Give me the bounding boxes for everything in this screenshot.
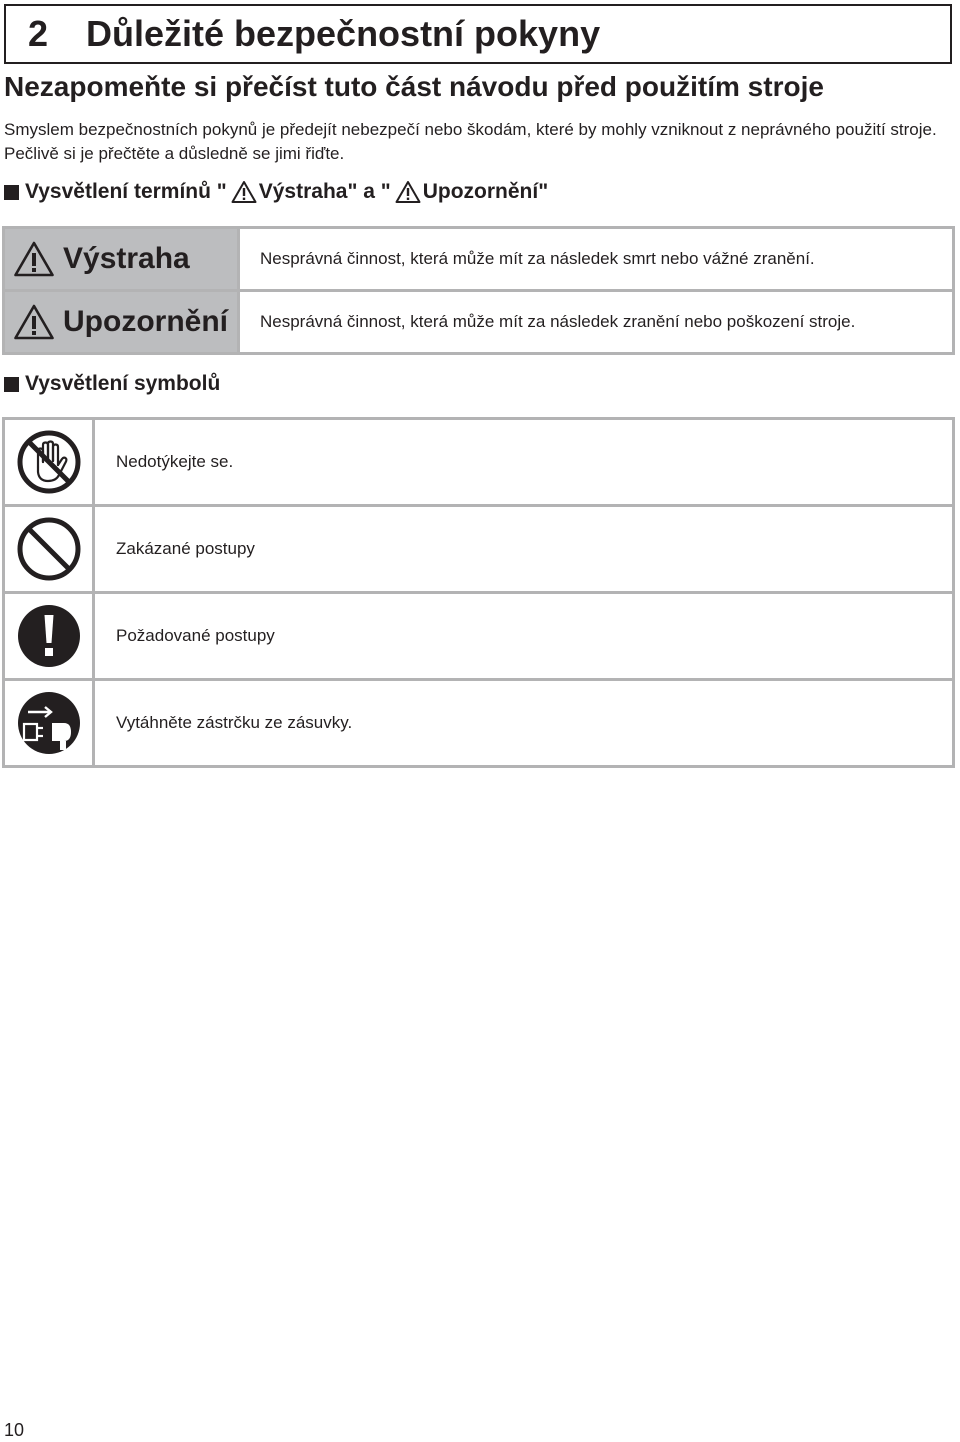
mandatory-exclamation-icon: [16, 603, 82, 669]
symbol-desc: Vytáhněte zástrčku ze zásuvky.: [94, 680, 954, 767]
symbols-section-heading: [4, 372, 220, 396]
warning-triangle-icon: [13, 240, 55, 278]
symbol-desc: Zakázané postupy: [94, 506, 954, 593]
terms-heading-mid: Výstraha" a ": [258, 180, 391, 203]
unplug-icon: [16, 690, 82, 756]
prohibited-icon: [16, 516, 82, 582]
symbols-table: [2, 417, 955, 768]
table-row: [4, 506, 954, 593]
warning-triangle-icon: [395, 180, 421, 204]
symbol-icon-cell: [4, 680, 94, 767]
symbol-desc: Požadované postupy: [94, 593, 954, 680]
term-label-cell: [4, 291, 239, 354]
symbols-heading-text: Vysvětlení symbolů: [25, 372, 221, 395]
terms-heading-prefix: Vysvětlení termínů ": [25, 180, 227, 203]
symbol-desc: Nedotýkejte se.: [94, 419, 954, 506]
symbol-icon-cell: [4, 506, 94, 593]
terms-section-heading: [4, 180, 548, 204]
term-label-warning: Výstraha: [63, 242, 190, 275]
symbol-icon-cell: [4, 419, 94, 506]
table-row: [4, 593, 954, 680]
chapter-header: [4, 4, 952, 64]
page-number: 10: [4, 1420, 25, 1440]
chapter-title: Důležité bezpečnostní pokyny: [86, 13, 601, 54]
terms-table: [2, 226, 955, 355]
term-label-cell: [4, 228, 239, 291]
warning-triangle-icon: [231, 180, 257, 204]
table-row: [4, 228, 954, 291]
table-row: [4, 680, 954, 767]
term-desc-warning: Nesprávná činnost, která může mít za následek smrt nebo vážné zranění.: [239, 228, 954, 291]
chapter-number: 2: [28, 13, 49, 54]
intro-paragraph: Smyslem bezpečnostních pokynů je předejít nebezpečí nebo škodám, které by mohly vzniknout z neprávného použití stroje. Pečlivě si je přečtěte a důsledně se jimi řiďte.: [4, 120, 937, 163]
bullet-square-icon: [4, 377, 19, 392]
page-subtitle: Nezapomeňte si přečíst tuto část návodu před použitím stroje: [4, 71, 824, 102]
term-desc-caution: Nesprávná činnost, která může mít za následek zranění nebo poškození stroje.: [239, 291, 954, 354]
table-row: [4, 419, 954, 506]
warning-triangle-icon: [13, 303, 55, 341]
symbol-icon-cell: [4, 593, 94, 680]
bullet-square-icon: [4, 185, 19, 200]
table-row: [4, 291, 954, 354]
do-not-touch-icon: [16, 429, 82, 495]
terms-heading-suffix: Upozornění": [422, 180, 549, 203]
term-label-caution: Upozornění: [63, 305, 228, 338]
